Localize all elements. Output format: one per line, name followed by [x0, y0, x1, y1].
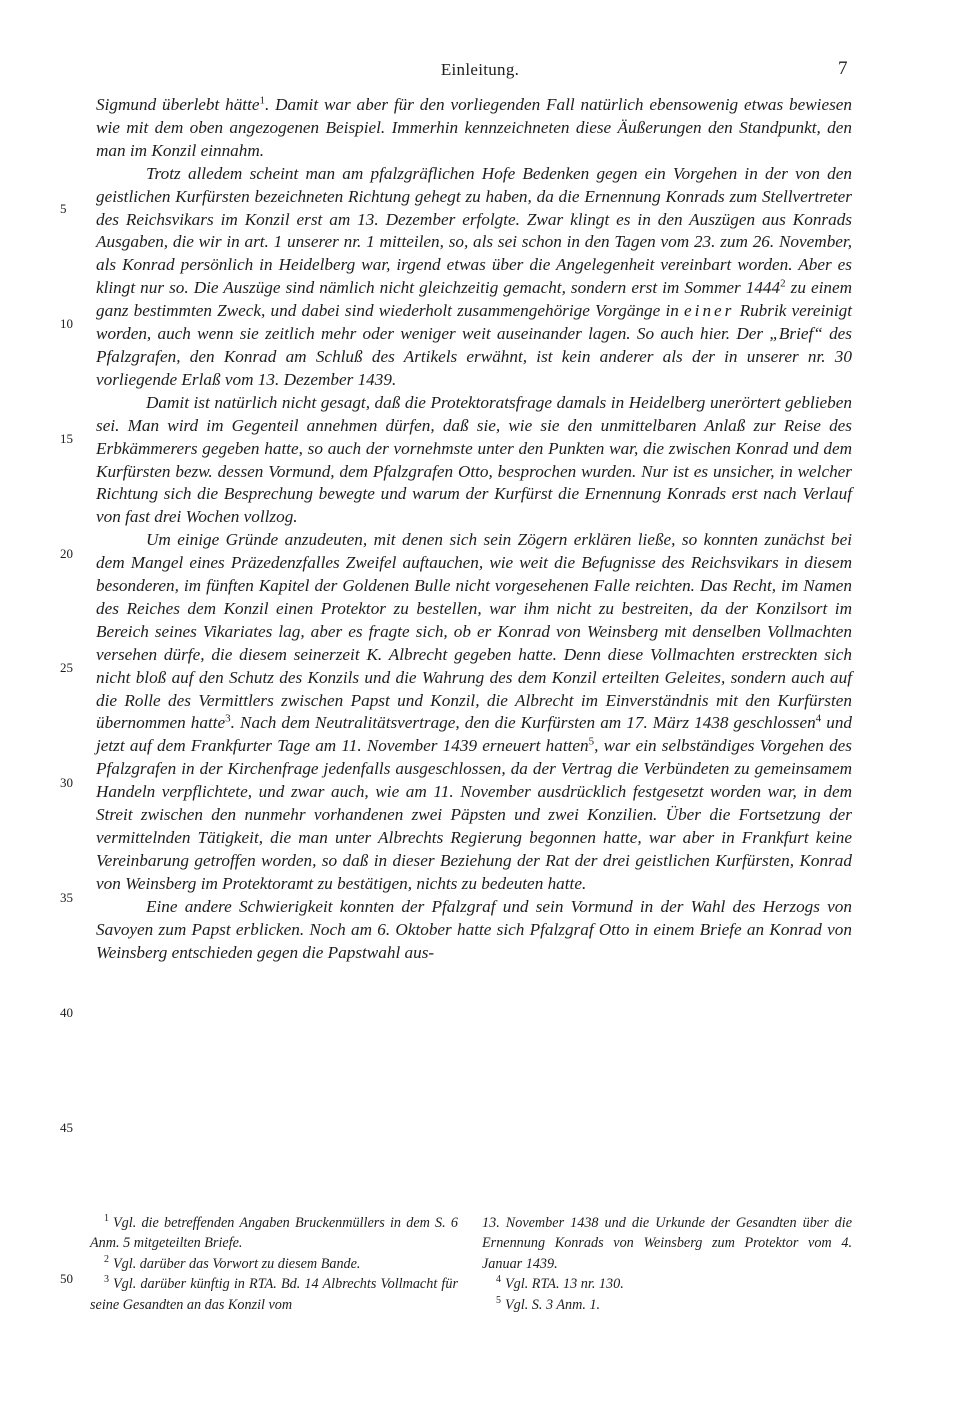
text-run: Trotz alledem scheint man am pfalzgräflichen Hofe Bedenken gegen ein Vorgehen in der von den geistlichen Kurfürsten bezeichneten Richtung gehegt zu haben, da die Ernennung Konrads zum Stellvertreter des Reichsvikars im Konzil erst am 13. Dezember erfolgte. Zwar klingt es in den Auszügen aus Konrads Ausgaben, die wir in art. 1 unserer nr. 1 mitteilen, so, als sei schon in den Tagen vom 23. zum 26. November, als Konrad persönlich in Heidelberg war, irgend etwas über die Angelegenheit vereinbart worden. Aber es klingt nur so. Die Auszüge sind nämlich nicht gleichzeitig gemacht, sondern erst im Sommer 1444	[96, 163, 852, 298]
text-run: , war ein selbständiges Vorgehen des Pfalzgrafen in der Kirchenfrage jedenfalls ausgeschlossen, da der Vertrag die Verbündeten zu gemeinsamem Handeln verpflichtete, und zwar auch, wie am 11. November ausdrücklich festgesetzt worden war, in dem Streit zwischen den nunmehr vorhandenen zwei Päpsten und zwei Konzilien. Über die Fortsetzung der vermittelnden Tätigkeit, die man unter Albrechts Regierung begonnen hatte, war aber in Frankfurt keine Vereinbarung getroffen worden, so daß in dieser Beziehung der Rat der drei geistlichen Kurfürsten, Konrad von Weinsberg im Protektoramt zu bestätigen, nichts zu bedeuten hatte.	[96, 736, 852, 893]
text-run: Sigmund überlebt hätte	[96, 95, 260, 114]
footnote-reference: 4	[815, 712, 822, 725]
running-title: Einleitung.	[440, 60, 520, 79]
line-number: 50	[60, 1271, 73, 1286]
text-run: . Damit war aber für den vorliegenden Fall natürlich ebensowenig etwas bewiesen wie mit dem oben angezogenen Beispiel. Immerhin kennzeichneten diese Äußerungen den Standpunkt, den man im Konzil einnahm.	[96, 95, 852, 160]
footnote-mark: 1	[104, 1213, 109, 1225]
emphasized-text: einer	[684, 301, 735, 321]
line-number: 15	[60, 431, 73, 446]
text-run: zu einem ganz bestimmten Zweck, und dabei sind wiederholt zusammengehörige Vorgänge in	[96, 278, 853, 321]
footnote-text: Vgl. darüber künftig in RTA. Bd. 14 Albrechts Vollmacht für seine Gesandten an das Konzil vom	[90, 1276, 458, 1313]
paragraph	[96, 392, 852, 529]
line-number: 35	[60, 890, 73, 905]
line-number: 20	[60, 546, 73, 561]
page-number: 7	[838, 58, 848, 79]
footnotes-right-column	[482, 1213, 852, 1315]
footnote	[482, 1213, 852, 1274]
footnote-text: Vgl. S. 3 Anm. 1.	[505, 1296, 601, 1313]
line-number: 40	[60, 1005, 73, 1020]
line-number: 5	[60, 201, 67, 216]
line-number: 45	[60, 1120, 73, 1135]
footnote-reference: 3	[225, 712, 231, 725]
footnote-reference: 2	[780, 277, 786, 290]
text-run: Rubrik vereinigt worden, auch wenn sie zeitlich mehr oder weniger weit auseinander lagen. So auch hier. Der „Brief“ des Pfalzgrafen, den Konrad am Schluß des Artikels erwähnt, ist kein anderer als der in unserer nr. 30 vorliegende Erlaß vom 13. Dezember 1439.	[96, 301, 852, 389]
text-run: und jetzt auf dem Frankfurter Tage am 11. November 1439 erneuert hatten	[96, 713, 853, 756]
footnote	[482, 1295, 852, 1315]
body-text	[96, 94, 852, 964]
footnote-mark: 4	[496, 1274, 501, 1286]
footnote-text: Vgl. die betreffenden Angaben Bruckenmüllers in dem S. 6 Anm. 5 mitgeteilten Briefe.	[90, 1215, 458, 1252]
paragraph	[96, 529, 852, 896]
line-number: 30	[60, 775, 73, 790]
text-run: Damit ist natürlich nicht gesagt, daß die Protektoratsfrage damals in Heidelberg unerörtert geblieben sei. Man wird im Gegenteil annehmen dürfen, daß sie, wie sie den unmittelbaren Anlaß zur Reise des Erbkämmerers gegeben hatte, so auch der vornehmste unter den Punkten war, die zwischen Konrad und dem Kurfürsten bezw. dessen Vormund, dem Pfalzgrafen Otto, besprochen wurden. Nur ist es unsicher, in welcher Richtung sich die Besprechung bewegte und warum der Kurfürst die Ernennung Konrads erst nach Verlauf von fast drei Wochen vollzog.	[96, 392, 852, 527]
line-number: 10	[60, 316, 73, 331]
footnote-mark: 5	[496, 1294, 501, 1306]
footnote-text: 13. November 1438 und die Urkunde der Gesandten über die Ernennung Konrads von Weinsberg zum Protektor vom 4. Januar 1439.	[482, 1215, 852, 1272]
footnote-mark: 3	[104, 1274, 109, 1286]
footnote	[90, 1254, 458, 1274]
footnote	[90, 1274, 458, 1315]
footnote-text: Vgl. darüber das Vorwort zu diesem Bande.	[113, 1255, 361, 1272]
footnote-mark: 2	[104, 1254, 109, 1266]
paragraph	[96, 94, 852, 163]
paragraph	[96, 896, 852, 965]
line-number: 25	[60, 660, 73, 675]
footnote-reference: 1	[259, 94, 265, 107]
footnote	[90, 1213, 458, 1254]
paragraph	[96, 163, 852, 392]
text-run: Eine andere Schwierigkeit konnten der Pfalzgraf und sein Vormund in der Wahl des Herzogs von Savoyen zum Papst erblicken. Noch am 6. Oktober hatte sich Pfalzgraf Otto in einem Briefe an Konrad von Weinsberg entschieden gegen die Papstwahl aus-	[96, 896, 852, 962]
footnote	[482, 1274, 852, 1294]
footnote-reference: 5	[588, 735, 595, 748]
footnotes-left-column	[90, 1213, 458, 1315]
text-run: . Nach dem Neutralitätsvertrage, den die Kurfürsten am 17. März 1438 geschlossen	[230, 713, 816, 733]
text-run: Um einige Gründe anzudeuten, mit denen sich sein Zögern erklären ließe, so konnten zunächst bei dem Mangel eines Präzedenzfalles Zweifel auftauchen, wie weit die Befugnisse des Reichsvikars in diesem besonderen, im fünften Kapitel der Goldenen Bulle nicht vorgesehenen Falle reichten. Das Recht, im Namen des Reiches dem Konzil einen Protektor zu bestellen, war ihm nicht zu bestreiten, da der Konzilsort im Bereich seines Vikariates lag, aber es fragte sich, ob er Konrad von Weinsberg mit denselben Vollmachten versehen dürfe, die diesem seinerzeit K. Albrecht gegeben hatte. Denn diese Vollmachten erstreckten sich nicht bloß auf den Schutz des Konzils und die Wahrung des dem Konzil erteilten Geleites, sondern auch auf die Rolle des Vermittlers zwischen Papst und Konzil, die Albrecht im Einverständnis mit den Kurfürsten übernommen hatte	[96, 530, 852, 733]
footnote-text: Vgl. RTA. 13 nr. 130.	[505, 1276, 624, 1293]
